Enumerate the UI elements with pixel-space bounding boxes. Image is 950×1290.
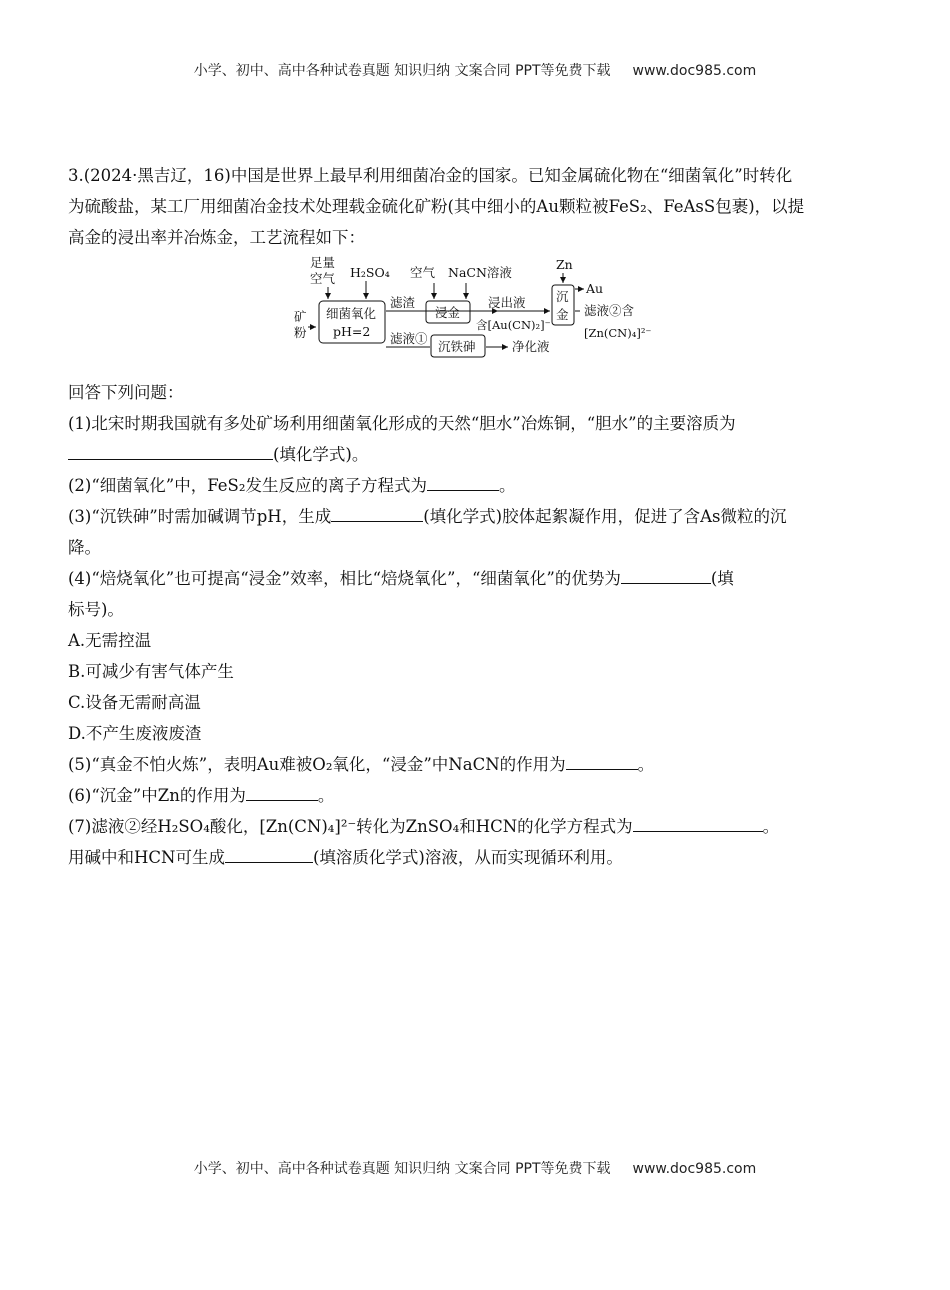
- ore-label-1: 矿: [294, 309, 307, 324]
- q3-answer-blank[interactable]: [331, 503, 423, 522]
- q1-answer-blank[interactable]: [68, 441, 273, 460]
- air-label-bottom: 空气: [310, 271, 336, 286]
- q5-answer-blank[interactable]: [566, 751, 638, 770]
- q2-answer-blank[interactable]: [427, 472, 499, 491]
- footer-url[interactable]: www.doc985.com: [632, 1161, 757, 1177]
- gold-box-2: 金: [556, 307, 569, 322]
- footer-text: 小学、初中、高中各种试卷真题 知识归纳 文案合同 PPT等免费下载: [193, 1161, 611, 1177]
- q6-answer-blank[interactable]: [246, 782, 318, 801]
- q5-text: (5)“真金不怕火炼”，表明Au难被O₂氧化，“浸金”中NaCN的作用为: [68, 755, 566, 774]
- box1-line2: pH=2: [333, 324, 371, 339]
- iron-arsenic-label: 沉铁砷: [438, 339, 476, 354]
- q7-text-2: 用碱中和HCN可生成: [68, 848, 225, 867]
- q2-suffix: 。: [498, 476, 516, 495]
- process-flowchart: [68, 255, 883, 371]
- q3-text: (3)“沉铁砷”时需加碱调节pH，生成: [68, 507, 332, 526]
- option-c: C.设备无需耐高温: [68, 693, 201, 712]
- q6-line: [68, 780, 883, 811]
- q7-suffix-2: (填溶质化学式)溶液，从而实现循环利用。: [312, 848, 623, 867]
- q3-line-2: 降。: [68, 538, 101, 557]
- intro-line-1: 3.(2024·黑吉辽，16)中国是世界上最早利用细菌冶金的国家。已知金属硫化物在“细菌氧化”时转化: [68, 166, 793, 185]
- air-label-top: 足量: [310, 255, 336, 270]
- q7-line-2: [68, 842, 883, 873]
- au-label: Au: [586, 281, 604, 296]
- q4-answer-blank[interactable]: [621, 565, 711, 584]
- q7-equation-blank[interactable]: [633, 813, 763, 832]
- q3-line-1: [68, 501, 883, 532]
- intro-line-2: 为硫酸盐，某工厂用细菌冶金技术处理载金硫化矿粉(其中细小的Au颗粒被FeS₂、FeAsS包裹)，以提: [68, 197, 805, 216]
- q3-suffix: (填化学式)胶体起絮凝作用，促进了含As微粒的沉: [423, 507, 787, 526]
- residue-label: 滤渣: [390, 295, 416, 310]
- intro-line-3: 高金的浸出率并冶炼金，工艺流程如下：: [68, 228, 365, 247]
- filtrate1-label: 滤液①: [390, 331, 428, 346]
- ore-label-2: 粉: [294, 325, 307, 340]
- q4-suffix: (填: [710, 569, 734, 588]
- complex-label: 含[Au(CN)₂]⁻: [476, 318, 551, 332]
- q2-text: (2)“细菌氧化”中，FeS₂发生反应的离子方程式为: [68, 476, 427, 495]
- gold-box-1: 沉: [556, 289, 569, 304]
- question-body: [68, 160, 883, 873]
- header-url[interactable]: www.doc985.com: [632, 63, 757, 79]
- filtrate2-label: 滤液②含: [584, 303, 635, 318]
- q7-suffix: 。: [762, 817, 780, 836]
- q1-suffix: (填化学式)。: [273, 445, 369, 464]
- q4-line-1: [68, 563, 883, 594]
- option-b: B.可减少有害气体产生: [68, 662, 234, 681]
- q1-line-1: (1)北宋时期我国就有多处矿场利用细菌氧化形成的天然“胆水”冶炼铜，“胆水”的主要溶质为: [68, 414, 736, 433]
- q6-suffix: 。: [317, 786, 335, 805]
- page-footer: [0, 1158, 950, 1178]
- q5-line: [68, 749, 883, 780]
- q7-solute-blank[interactable]: [225, 844, 313, 863]
- answer-prompt: 回答下列问题：: [68, 383, 184, 402]
- air2-label: 空气: [410, 265, 436, 280]
- q6-text: (6)“沉金”中Zn的作用为: [68, 786, 246, 805]
- q7-text: (7)滤液②经H₂SO₄酸化，[Zn(CN)₄]²⁻转化为ZnSO₄和HCN的化学方程式为: [68, 817, 633, 836]
- h2so4-label: H₂SO₄: [350, 265, 390, 280]
- leachate-label: 浸出液: [488, 295, 526, 310]
- page-header: [0, 60, 950, 80]
- q5-suffix: 。: [637, 755, 655, 774]
- zn-label: Zn: [556, 257, 573, 272]
- header-text: 小学、初中、高中各种试卷真题 知识归纳 文案合同 PPT等免费下载: [193, 63, 611, 79]
- nacn-label: NaCN溶液: [448, 265, 512, 280]
- option-d: D.不产生废液废渣: [68, 724, 202, 743]
- q4-line-2: 标号)。: [68, 600, 124, 619]
- flowchart-svg: [288, 255, 728, 371]
- q2-line: [68, 470, 883, 501]
- box1-line1: 细菌氧化: [326, 306, 377, 321]
- leaching-label: 浸金: [435, 305, 461, 320]
- q4-text: (4)“焙烧氧化”也可提高“浸金”效率，相比“焙烧氧化”，“细菌氧化”的优势为: [68, 569, 621, 588]
- q7-line-1: [68, 811, 883, 842]
- option-a: A.无需控温: [68, 631, 152, 650]
- q1-line-2: [68, 439, 883, 470]
- purified-label: 净化液: [512, 339, 550, 354]
- zn-complex-label: [Zn(CN)₄]²⁻: [584, 326, 652, 340]
